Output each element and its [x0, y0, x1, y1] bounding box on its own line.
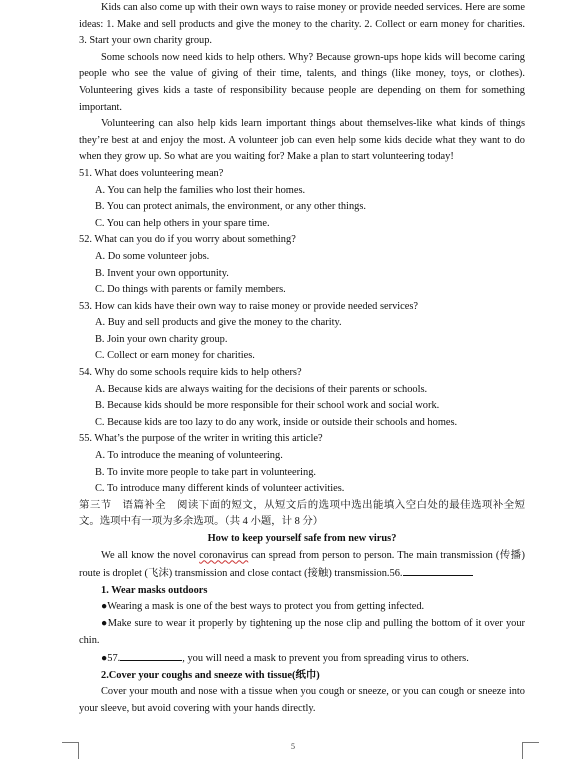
option-b: B. Because kids should be more responsible for their school work and social work.	[95, 400, 440, 412]
option-c: C. Do things with parents or family members.	[95, 284, 286, 296]
bullet-3	[79, 649, 525, 668]
question-stem: 52. What can you do if you worry about something?	[79, 234, 296, 246]
question-52	[79, 232, 525, 298]
option-c: C. Collect or earn money for charities.	[95, 350, 255, 362]
passage-paragraph-3: Volunteering can also help kids learn important things about themselves-like what kinds of things they’re best at and enjoy the most. A volunteer job can even help some kids decide what they want to do when they grow up. So what are you waiting for? Make a plan to start volunteering today!	[79, 118, 525, 163]
option-b: B. Join your own charity group.	[95, 333, 228, 345]
option-a: A. You can help the families who lost their homes.	[95, 184, 306, 196]
spellcheck-word: coronavirus	[199, 549, 249, 561]
bullet-3-after: , you will need a mask to prevent you from spreading virus to others.	[182, 653, 469, 665]
option-a: A. Because kids are always waiting for the decisions of their parents or schools.	[95, 383, 428, 395]
option-a: A. Buy and sell products and give the money to the charity.	[95, 317, 342, 329]
article-heading-1: 1. Wear masks outdoors	[101, 584, 208, 596]
option-c: C. To introduce many different kinds of volunteer activities.	[95, 483, 345, 495]
question-stem: 51. What does volunteering mean?	[79, 167, 224, 179]
question-51	[79, 166, 525, 232]
passage-paragraph-2: Some schools now need kids to help others. Why? Because grown-ups hope kids will become caring people who see the value of giving of their time, talents, and things (like money, toys, or clothes). Volunteering gives kids a taste of responsibility because people are depending on them for something important.	[79, 51, 525, 113]
page-number: 5	[291, 742, 295, 751]
intro-text-after: can spread from person to person. The main transmission (传播) route is droplet (飞沫) transmission and close contact (接触) transmission.56.	[79, 549, 525, 580]
intro-text-before: We all know the novel	[101, 549, 200, 561]
article-last-paragraph: Cover your mouth and nose with a tissue when you cough or sneeze, or you can cough or sneeze into your sleeve, but avoid covering with your hands directly.	[79, 686, 525, 714]
option-c: C. Because kids are too lazy to do any work, inside or outside their schools and homes.	[95, 416, 458, 428]
passage-paragraph-1: Kids can also come up with their own ways to raise money or provide needed services. Here are some ideas: 1. Make and sell products and give the money to the charity. 2. Collect or earn money for charities. 3. Start your own charity group.	[79, 2, 525, 47]
answer-blank-57	[120, 649, 182, 661]
question-stem: 53. How can kids have their own way to raise money or provide needed services?	[79, 300, 419, 312]
bullet-1: ●Wearing a mask is one of the best ways to protect you from getting infected.	[101, 601, 425, 613]
option-a: A. Do some volunteer jobs.	[95, 250, 210, 262]
answer-blank-56	[403, 564, 473, 576]
question-54	[79, 365, 525, 431]
bullet-2: ●Make sure to wear it properly by tightening up the nose clip and pulling the bottom of it over your chin.	[79, 617, 525, 646]
question-stem: 54. Why do some schools require kids to help others?	[79, 367, 302, 379]
article-heading-2: 2.Cover your coughs and sneeze with tissue(纸巾)	[101, 669, 320, 681]
option-b: B. To invite more people to take part in volunteering.	[95, 466, 316, 478]
option-c: C. You can help others in your spare time.	[95, 217, 270, 229]
article-intro	[79, 548, 525, 583]
question-stem: 55. What’s the purpose of the writer in writing this article?	[79, 433, 323, 445]
article-title: How to keep yourself safe from new virus?	[207, 533, 397, 544]
option-b: B. You can protect animals, the environment, or any other things.	[95, 201, 366, 213]
bullet-3-before: ●57.	[101, 653, 121, 665]
section-3-instruction: 第三节 语篇补全 阅读下面的短文，从短文后的选项中选出能填入空白处的最佳选项补全短文。选项中有一项为多余选项。（共 4 小题，计 8 分）	[79, 499, 525, 528]
page-content	[79, 0, 525, 718]
question-53	[79, 299, 525, 365]
option-a: A. To introduce the meaning of volunteering.	[95, 450, 283, 462]
option-b: B. Invent your own opportunity.	[95, 267, 229, 279]
question-55	[79, 431, 525, 497]
